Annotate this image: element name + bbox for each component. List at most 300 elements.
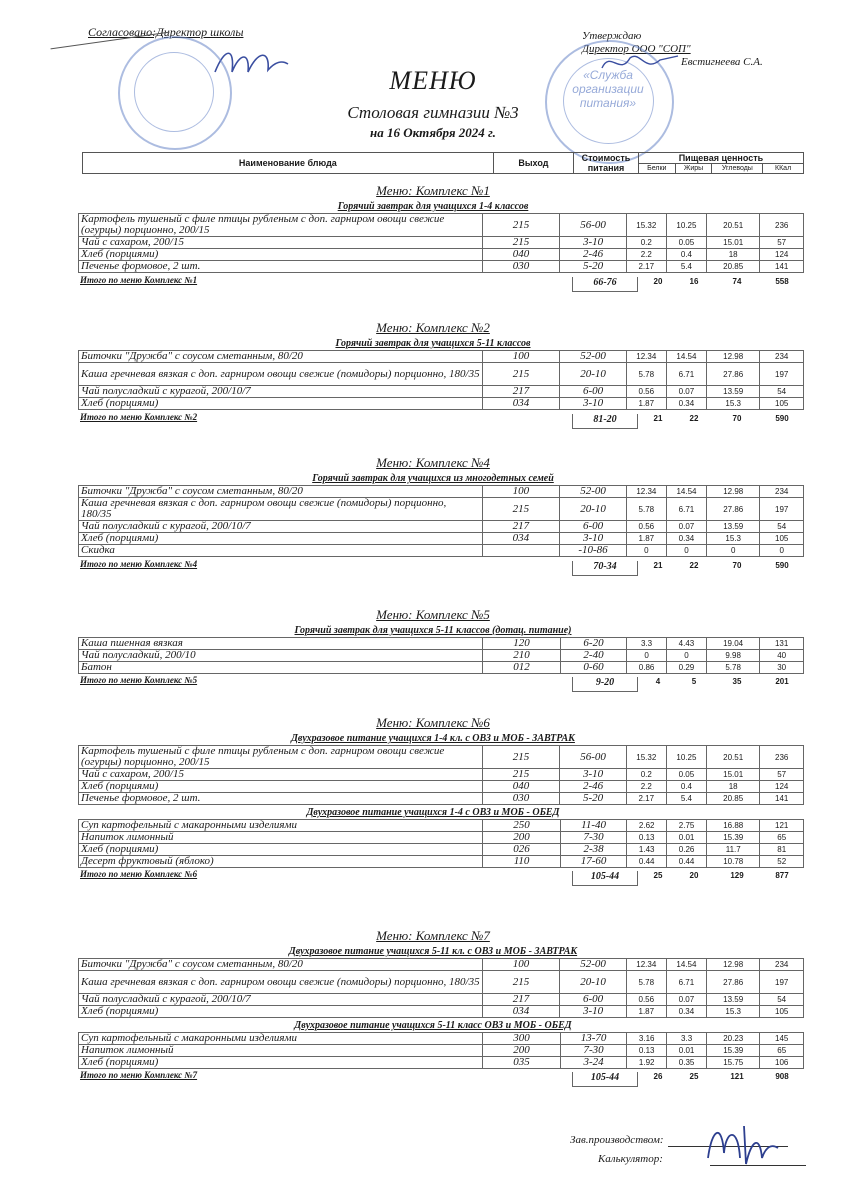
dish-fat: 0.01 xyxy=(667,832,707,844)
page-title: МЕНЮ xyxy=(389,66,477,95)
section-title: Меню: Комплекс №4 xyxy=(376,455,490,470)
dish-carbs: 11.7 xyxy=(707,844,760,856)
total-price: 81-20 xyxy=(572,414,638,429)
total-label: Итого по меню Комплекс №1 xyxy=(80,275,198,285)
table-row xyxy=(79,844,804,856)
dish-kcal: 57 xyxy=(760,769,804,781)
dish-kcal: 234 xyxy=(760,486,804,498)
dish-fat: 10.25 xyxy=(666,214,706,237)
dish-table xyxy=(78,1032,804,1069)
dish-name: Картофель тушеный с филе птицы рубленым с доп. гарниром овощи свежие (огурцы) порционно, 200/15 xyxy=(79,214,483,237)
dish-price: 52-00 xyxy=(560,959,626,971)
dish-fat: 0 xyxy=(666,545,706,557)
dish-kcal: 121 xyxy=(760,820,804,832)
dish-output: 040 xyxy=(482,781,560,793)
dish-table xyxy=(78,213,804,273)
dish-kcal: 54 xyxy=(760,521,804,533)
total-label: Итого по меню Комплекс №5 xyxy=(80,675,198,685)
total-label: Итого по меню Комплекс №4 xyxy=(80,559,198,569)
dish-output: 200 xyxy=(483,832,561,844)
dish-carbs: 12.98 xyxy=(707,486,760,498)
dish-output: 040 xyxy=(482,249,560,261)
dish-kcal: 106 xyxy=(760,1057,804,1069)
table-row xyxy=(79,662,804,674)
table-row xyxy=(79,386,804,398)
dish-output: 300 xyxy=(483,1033,561,1045)
calculator-label: Калькулятор: xyxy=(598,1153,663,1165)
dish-name: Биточки "Дружба" с соусом сметанным, 80/20 xyxy=(79,486,483,498)
col-nutrition: Пищевая ценность xyxy=(638,153,803,164)
total-protein: 20 xyxy=(653,277,663,286)
table-row xyxy=(79,533,804,545)
dish-carbs: 27.86 xyxy=(706,971,759,994)
dish-price: 7-30 xyxy=(560,1045,626,1057)
dish-name: Напиток лимонный xyxy=(79,832,483,844)
dish-table xyxy=(78,485,804,557)
dish-protein: 3.3 xyxy=(627,638,667,650)
table-row xyxy=(79,856,804,868)
dish-table xyxy=(78,637,804,674)
dish-carbs: 16.88 xyxy=(707,820,760,832)
total-fat: 5 xyxy=(691,677,697,686)
dish-price: 52-00 xyxy=(560,351,626,363)
production-label: Зав.производством: xyxy=(570,1134,664,1146)
dish-protein: 2.2 xyxy=(626,249,666,261)
dish-protein: 1.92 xyxy=(627,1057,667,1069)
dish-kcal: 65 xyxy=(760,1045,804,1057)
dish-protein: 0 xyxy=(627,650,667,662)
total-kcal: 908 xyxy=(775,1072,789,1081)
total-fat: 20 xyxy=(689,871,699,880)
dish-protein: 2.62 xyxy=(627,820,667,832)
dish-protein: 5.78 xyxy=(626,498,666,521)
col-carbs: Углеводы xyxy=(712,164,763,174)
total-carbs: 70 xyxy=(732,414,742,423)
group-title: Двухразовое питание учащихся 5-11 кл. с ОВЗ и МОБ - ЗАВТРАК xyxy=(288,946,578,957)
dish-protein: 15.32 xyxy=(626,746,666,769)
table-row xyxy=(79,1033,804,1045)
table-row xyxy=(79,545,804,557)
dish-output: 215 xyxy=(482,237,560,249)
dish-price: 6-00 xyxy=(560,386,626,398)
dish-protein: 15.32 xyxy=(626,214,666,237)
dish-output: 215 xyxy=(482,363,560,386)
dish-fat: 2.75 xyxy=(667,820,707,832)
total-carbs: 35 xyxy=(732,677,742,686)
dish-kcal: 0 xyxy=(760,545,804,557)
dish-fat: 0.05 xyxy=(666,237,706,249)
dish-carbs: 27.86 xyxy=(706,363,759,386)
dish-fat: 0.05 xyxy=(666,769,706,781)
dish-kcal: 124 xyxy=(760,249,804,261)
dish-price: 2-46 xyxy=(560,781,626,793)
dish-output: 100 xyxy=(482,486,560,498)
dish-fat: 0.34 xyxy=(666,398,706,410)
dish-name: Биточки "Дружба" с соусом сметанным, 80/20 xyxy=(79,959,483,971)
dish-fat: 0.44 xyxy=(667,856,707,868)
dish-fat: 10.25 xyxy=(666,746,706,769)
dish-kcal: 54 xyxy=(760,386,804,398)
dish-price: 2-46 xyxy=(560,249,626,261)
dish-fat: 0.4 xyxy=(666,781,706,793)
dish-carbs: 20.85 xyxy=(706,793,759,805)
dish-carbs: 20.51 xyxy=(706,214,759,237)
dish-carbs: 15.39 xyxy=(707,1045,760,1057)
dish-table xyxy=(78,745,804,805)
dish-name: Каша гречневая вязкая с доп. гарниром овощи свежие (помидоры) порционно, 180/35 xyxy=(79,363,483,386)
dish-kcal: 197 xyxy=(760,971,804,994)
total-fat: 25 xyxy=(689,1072,699,1081)
dish-fat: 0.29 xyxy=(667,662,707,674)
dish-protein: 0 xyxy=(626,545,666,557)
dish-price: 7-30 xyxy=(560,832,626,844)
dish-protein: 2.17 xyxy=(626,793,666,805)
section-total xyxy=(78,1070,804,1082)
dish-carbs: 15.01 xyxy=(706,237,759,249)
dish-carbs: 13.59 xyxy=(706,994,759,1006)
dish-price: 3-10 xyxy=(560,398,626,410)
dish-output: 100 xyxy=(482,959,560,971)
dish-output: 034 xyxy=(482,1006,560,1018)
dish-carbs: 27.86 xyxy=(707,498,760,521)
total-price: 66-76 xyxy=(572,277,638,292)
dish-kcal: 65 xyxy=(760,832,804,844)
dish-price: 56-00 xyxy=(560,746,626,769)
table-row xyxy=(79,1006,804,1018)
total-carbs: 70 xyxy=(732,561,742,570)
dish-protein: 2.17 xyxy=(626,261,666,273)
dish-carbs: 5.78 xyxy=(706,662,759,674)
dish-carbs: 15.3 xyxy=(706,398,759,410)
dish-protein: 1.43 xyxy=(627,844,667,856)
dish-price: 20-10 xyxy=(560,498,627,521)
total-protein: 25 xyxy=(653,871,663,880)
dish-protein: 0.2 xyxy=(626,237,666,249)
table-row xyxy=(79,498,804,521)
dish-kcal: 141 xyxy=(760,793,804,805)
menu-date: на 16 Октября 2024 г. xyxy=(370,125,496,140)
dish-protein: 5.78 xyxy=(626,363,666,386)
dish-output: 012 xyxy=(483,662,561,674)
dish-fat: 0.07 xyxy=(666,521,706,533)
dish-kcal: 197 xyxy=(760,498,804,521)
dish-fat: 6.71 xyxy=(666,971,706,994)
table-row xyxy=(79,521,804,533)
total-label: Итого по меню Комплекс №6 xyxy=(80,869,198,879)
section-total xyxy=(78,869,804,881)
dish-protein: 0.13 xyxy=(627,1045,667,1057)
section-total xyxy=(78,559,804,571)
dish-fat: 14.54 xyxy=(666,351,706,363)
dish-price: 5-20 xyxy=(560,261,626,273)
dish-price: 5-20 xyxy=(560,793,626,805)
table-row xyxy=(79,249,804,261)
dish-fat: 5.4 xyxy=(666,261,706,273)
dish-price: 2-40 xyxy=(560,650,626,662)
dish-fat: 0.01 xyxy=(667,1045,707,1057)
dish-name: Хлеб (порциями) xyxy=(79,1006,483,1018)
dish-table xyxy=(78,958,804,1018)
dish-price: 0-60 xyxy=(560,662,626,674)
dish-price: 6-00 xyxy=(560,521,627,533)
dish-output: 100 xyxy=(482,351,560,363)
table-row xyxy=(79,994,804,1006)
page-subtitle: Столовая гимназии №3 xyxy=(347,103,519,122)
table-row xyxy=(79,746,804,769)
table-row xyxy=(79,781,804,793)
dish-carbs: 20.23 xyxy=(707,1033,760,1045)
table-row xyxy=(79,351,804,363)
dish-name: Каша гречневая вязкая с доп. гарниром овощи свежие (помидоры) порционно, 180/35 xyxy=(79,971,483,994)
dish-kcal: 131 xyxy=(760,638,804,650)
dish-output: 110 xyxy=(483,856,561,868)
dish-carbs: 20.85 xyxy=(706,261,759,273)
dish-kcal: 30 xyxy=(760,662,804,674)
total-carbs: 121 xyxy=(730,1072,744,1081)
dish-kcal: 105 xyxy=(760,1006,804,1018)
dish-kcal: 234 xyxy=(760,959,804,971)
dish-output: 217 xyxy=(482,386,560,398)
dish-name: Чай с сахаром, 200/15 xyxy=(79,237,483,249)
footer-signature xyxy=(700,1118,780,1170)
col-cost: Стоимость питания xyxy=(574,153,639,174)
table-row xyxy=(79,363,804,386)
dish-carbs: 20.51 xyxy=(706,746,759,769)
dish-name: Чай полусладкий, 200/10 xyxy=(79,650,483,662)
dish-protein: 0.56 xyxy=(626,994,666,1006)
dish-name: Чай полусладкий с курагой, 200/10/7 xyxy=(79,994,483,1006)
dish-name: Хлеб (порциями) xyxy=(79,781,483,793)
group-title: Двухразовое питание учащихся 1-4 с ОВЗ и МОБ - ОБЕД xyxy=(306,807,560,818)
dish-output: 215 xyxy=(482,498,560,521)
dish-fat: 0.34 xyxy=(666,1006,706,1018)
dish-fat: 0.07 xyxy=(666,994,706,1006)
dish-price: -10-86 xyxy=(560,545,627,557)
dish-kcal: 236 xyxy=(760,746,804,769)
company-seal-text: «Служба организации питания» xyxy=(572,68,644,110)
dish-protein: 0.56 xyxy=(626,386,666,398)
dish-protein: 3.16 xyxy=(627,1033,667,1045)
total-carbs: 74 xyxy=(732,277,742,286)
dish-output: 034 xyxy=(482,398,560,410)
dish-carbs: 9.98 xyxy=(706,650,759,662)
dish-price: 6-20 xyxy=(560,638,626,650)
dish-kcal: 124 xyxy=(760,781,804,793)
dish-protein: 12.34 xyxy=(626,959,666,971)
dish-output: 034 xyxy=(482,533,560,545)
dish-kcal: 54 xyxy=(760,994,804,1006)
total-protein: 21 xyxy=(653,414,663,423)
group-title: Двухразовое питание учащихся 1-4 кл. с ОВЗ и МОБ - ЗАВТРАК xyxy=(291,733,575,744)
dish-protein: 0.2 xyxy=(626,769,666,781)
dish-output: 035 xyxy=(483,1057,561,1069)
dish-fat: 14.54 xyxy=(666,486,706,498)
table-row xyxy=(79,237,804,249)
dish-price: 3-10 xyxy=(560,533,627,545)
dish-output: 215 xyxy=(482,214,560,237)
group-title: Горячий завтрак для учащихся 5-11 классов (дотац. питание) xyxy=(294,625,572,636)
dish-protein: 0.13 xyxy=(627,832,667,844)
dish-name: Хлеб (порциями) xyxy=(79,844,483,856)
dish-output: 210 xyxy=(483,650,561,662)
dish-carbs: 15.75 xyxy=(707,1057,760,1069)
total-protein: 21 xyxy=(653,561,663,570)
section-total xyxy=(78,412,804,424)
section-title: Меню: Комплекс №5 xyxy=(376,607,490,622)
dish-output: 250 xyxy=(483,820,561,832)
dish-output: 217 xyxy=(482,994,560,1006)
group-title: Двухразовое питание учащихся 5-11 класс ОВЗ и МОБ - ОБЕД xyxy=(294,1020,572,1031)
total-protein: 4 xyxy=(655,677,661,686)
section-title: Меню: Комплекс №2 xyxy=(376,320,490,335)
dish-fat: 6.71 xyxy=(666,498,706,521)
total-kcal: 877 xyxy=(775,871,789,880)
dish-price: 3-10 xyxy=(560,769,626,781)
dish-fat: 0.35 xyxy=(667,1057,707,1069)
section-total xyxy=(78,275,804,287)
table-row xyxy=(79,959,804,971)
dish-name: Суп картофельный с макаронными изделиями xyxy=(79,1033,483,1045)
dish-output: 120 xyxy=(483,638,561,650)
total-fat: 22 xyxy=(689,414,699,423)
approve-line1: Утверждаю xyxy=(582,30,642,42)
col-protein: Белки xyxy=(638,164,675,174)
section-title: Меню: Комплекс №1 xyxy=(376,183,490,198)
dish-output: 026 xyxy=(483,844,561,856)
dish-protein: 0.86 xyxy=(627,662,667,674)
group-title: Горячий завтрак для учащихся из многодетных семей xyxy=(312,473,554,484)
section-title: Меню: Комплекс №6 xyxy=(376,715,490,730)
dish-carbs: 15.3 xyxy=(707,533,760,545)
dish-name: Печенье формовое, 2 шт. xyxy=(79,793,483,805)
dish-kcal: 57 xyxy=(760,237,804,249)
dish-name: Чай полусладкий с курагой, 200/10/7 xyxy=(79,521,483,533)
dish-price: 20-10 xyxy=(560,363,626,386)
dish-fat: 0.34 xyxy=(666,533,706,545)
total-label: Итого по меню Комплекс №2 xyxy=(80,412,198,422)
dish-carbs: 13.59 xyxy=(707,521,760,533)
dish-kcal: 234 xyxy=(760,351,804,363)
group-title: Горячий завтрак для учащихся 1-4 классов xyxy=(337,201,529,212)
table-row xyxy=(79,971,804,994)
dish-carbs: 12.98 xyxy=(706,351,759,363)
dish-kcal: 197 xyxy=(760,363,804,386)
col-kcal: ККал xyxy=(763,164,804,174)
dish-carbs: 15.3 xyxy=(706,1006,759,1018)
dish-name: Хлеб (порциями) xyxy=(79,1057,483,1069)
dish-name: Суп картофельный с макаронными изделиями xyxy=(79,820,483,832)
dish-output: 200 xyxy=(483,1045,561,1057)
dish-kcal: 81 xyxy=(760,844,804,856)
dish-table xyxy=(78,819,804,868)
dish-protein: 1.87 xyxy=(626,533,666,545)
dish-price: 3-10 xyxy=(560,1006,626,1018)
section-title: Меню: Комплекс №7 xyxy=(376,928,490,943)
dish-kcal: 141 xyxy=(760,261,804,273)
dish-carbs: 19.04 xyxy=(706,638,759,650)
dish-price: 20-10 xyxy=(560,971,626,994)
dish-fat: 3.3 xyxy=(667,1033,707,1045)
dish-carbs: 13.59 xyxy=(706,386,759,398)
dish-name: Десерт фруктовый (яблоко) xyxy=(79,856,483,868)
approve-line2: Директор ООО "СОП" xyxy=(582,43,691,55)
table-row xyxy=(79,1057,804,1069)
dish-output: 217 xyxy=(482,521,560,533)
total-price: 105-44 xyxy=(572,871,638,886)
dish-fat: 0.07 xyxy=(666,386,706,398)
dish-protein: 12.34 xyxy=(626,486,666,498)
dish-kcal: 40 xyxy=(760,650,804,662)
dish-price: 17-60 xyxy=(560,856,626,868)
dish-price: 13-70 xyxy=(560,1033,626,1045)
total-fat: 16 xyxy=(689,277,699,286)
dish-kcal: 236 xyxy=(760,214,804,237)
dish-price: 56-00 xyxy=(560,214,626,237)
dish-name: Скидка xyxy=(79,545,483,557)
section-total xyxy=(78,675,804,687)
total-price: 70-34 xyxy=(572,561,638,576)
dish-carbs: 18 xyxy=(706,781,759,793)
dish-price: 11-40 xyxy=(560,820,626,832)
dish-output xyxy=(482,545,560,557)
dish-price: 6-00 xyxy=(560,994,626,1006)
dish-name: Чай с сахаром, 200/15 xyxy=(79,769,483,781)
dish-price: 2-38 xyxy=(560,844,626,856)
dish-kcal: 105 xyxy=(760,398,804,410)
dish-name: Напиток лимонный xyxy=(79,1045,483,1057)
dish-fat: 5.4 xyxy=(666,793,706,805)
dish-name: Чай полусладкий с курагой, 200/10/7 xyxy=(79,386,483,398)
dish-protein: 2.2 xyxy=(626,781,666,793)
dish-output: 215 xyxy=(482,971,560,994)
table-row xyxy=(79,793,804,805)
total-label: Итого по меню Комплекс №7 xyxy=(80,1070,198,1080)
dish-name: Каша гречневая вязкая с доп. гарниром овощи свежие (помидоры) порционно, 180/35 xyxy=(79,498,483,521)
dish-carbs: 10.78 xyxy=(707,856,760,868)
dish-protein: 12.34 xyxy=(626,351,666,363)
dish-price: 3-24 xyxy=(560,1057,626,1069)
total-fat: 22 xyxy=(689,561,699,570)
total-kcal: 590 xyxy=(775,414,789,423)
dish-protein: 5.78 xyxy=(626,971,666,994)
dish-kcal: 52 xyxy=(760,856,804,868)
dish-fat: 0 xyxy=(667,650,707,662)
total-kcal: 201 xyxy=(775,677,789,686)
total-kcal: 558 xyxy=(775,277,789,286)
total-carbs: 129 xyxy=(730,871,744,880)
dish-carbs: 15.01 xyxy=(706,769,759,781)
total-price: 9-20 xyxy=(572,677,638,692)
agreed-label: Согласовано:Директор школы xyxy=(88,25,244,39)
dish-fat: 4.43 xyxy=(667,638,707,650)
dish-kcal: 105 xyxy=(760,533,804,545)
table-row xyxy=(79,214,804,237)
table-row xyxy=(79,486,804,498)
dish-name: Хлеб (порциями) xyxy=(79,533,483,545)
dish-output: 215 xyxy=(482,769,560,781)
approve-name: Евстигнеева С.А. xyxy=(681,56,763,68)
dish-name: Хлеб (порциями) xyxy=(79,249,483,261)
dish-table xyxy=(78,350,804,410)
dish-name: Биточки "Дружба" с соусом сметанным, 80/20 xyxy=(79,351,483,363)
dish-name: Хлеб (порциями) xyxy=(79,398,483,410)
col-dish: Наименование блюда xyxy=(83,153,494,174)
table-row xyxy=(79,832,804,844)
dish-fat: 0.4 xyxy=(666,249,706,261)
table-row xyxy=(79,769,804,781)
table-row xyxy=(79,650,804,662)
dish-protein: 1.87 xyxy=(626,398,666,410)
